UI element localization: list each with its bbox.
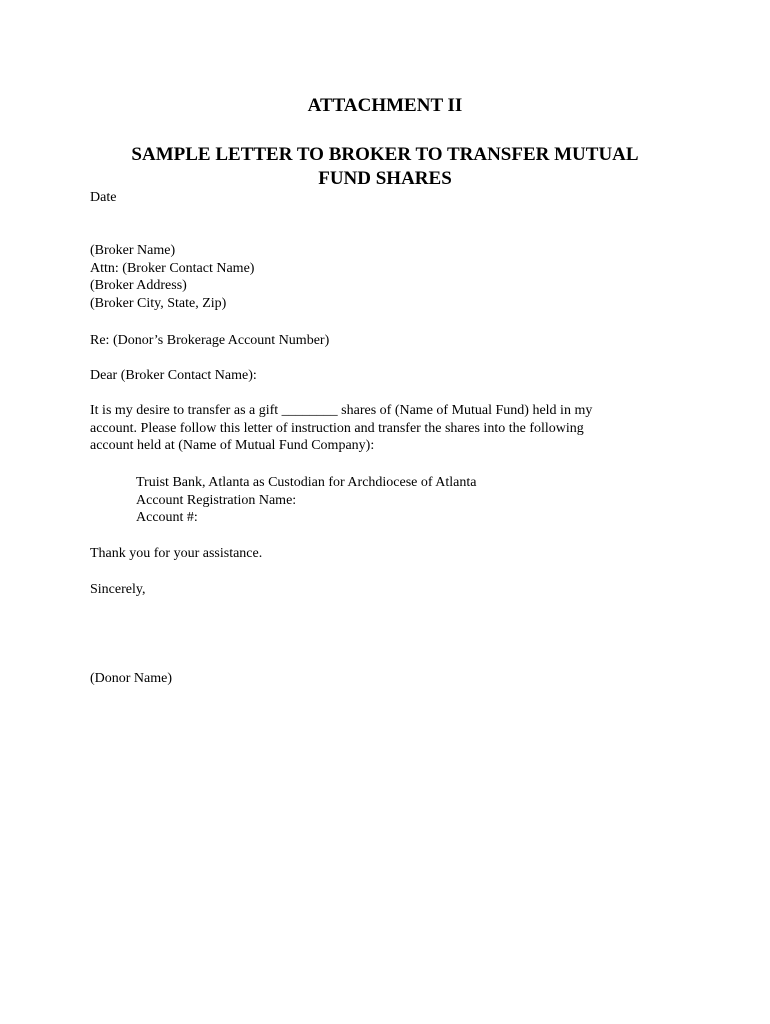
broker-address: (Broker Address) [90, 278, 187, 293]
custodian-line: Truist Bank, Atlanta as Custodian for Archdiocese of Atlanta [136, 475, 477, 490]
salutation: Dear (Broker Contact Name): [90, 368, 257, 383]
attachment-heading: ATTACHMENT II [307, 95, 463, 116]
broker-city-state-zip: (Broker City, State, Zip) [90, 295, 227, 311]
body-paragraph [90, 402, 592, 455]
document-title-line-1: SAMPLE LETTER TO BROKER TO TRANSFER MUTUAL [131, 144, 639, 165]
body-line-3: account held at (Name of Mutual Fund Company): [90, 438, 375, 453]
thanks-line: Thank you for your assistance. [90, 546, 263, 561]
account-details-block [136, 474, 477, 527]
re-line: Re: (Donor’s Brokerage Account Number) [90, 333, 330, 348]
broker-attn: Attn: (Broker Contact Name) [90, 260, 255, 276]
account-number-line: Account #: [136, 510, 198, 525]
body-line-1: It is my desire to transfer as a gift ________ shares of (Name of Mutual Fund) held in my [90, 403, 593, 418]
document-title-line-2: FUND SHARES [318, 168, 452, 189]
date-label: Date [90, 190, 117, 205]
broker-address-block [90, 242, 254, 312]
closing-line: Sincerely, [90, 582, 146, 597]
registration-name-line: Account Registration Name: [136, 492, 297, 508]
body-line-2: account. Please follow this letter of instruction and transfer the shares into the following [90, 420, 584, 436]
document-title [0, 143, 770, 191]
broker-name: (Broker Name) [90, 243, 176, 258]
signature-line: (Donor Name) [90, 671, 173, 686]
